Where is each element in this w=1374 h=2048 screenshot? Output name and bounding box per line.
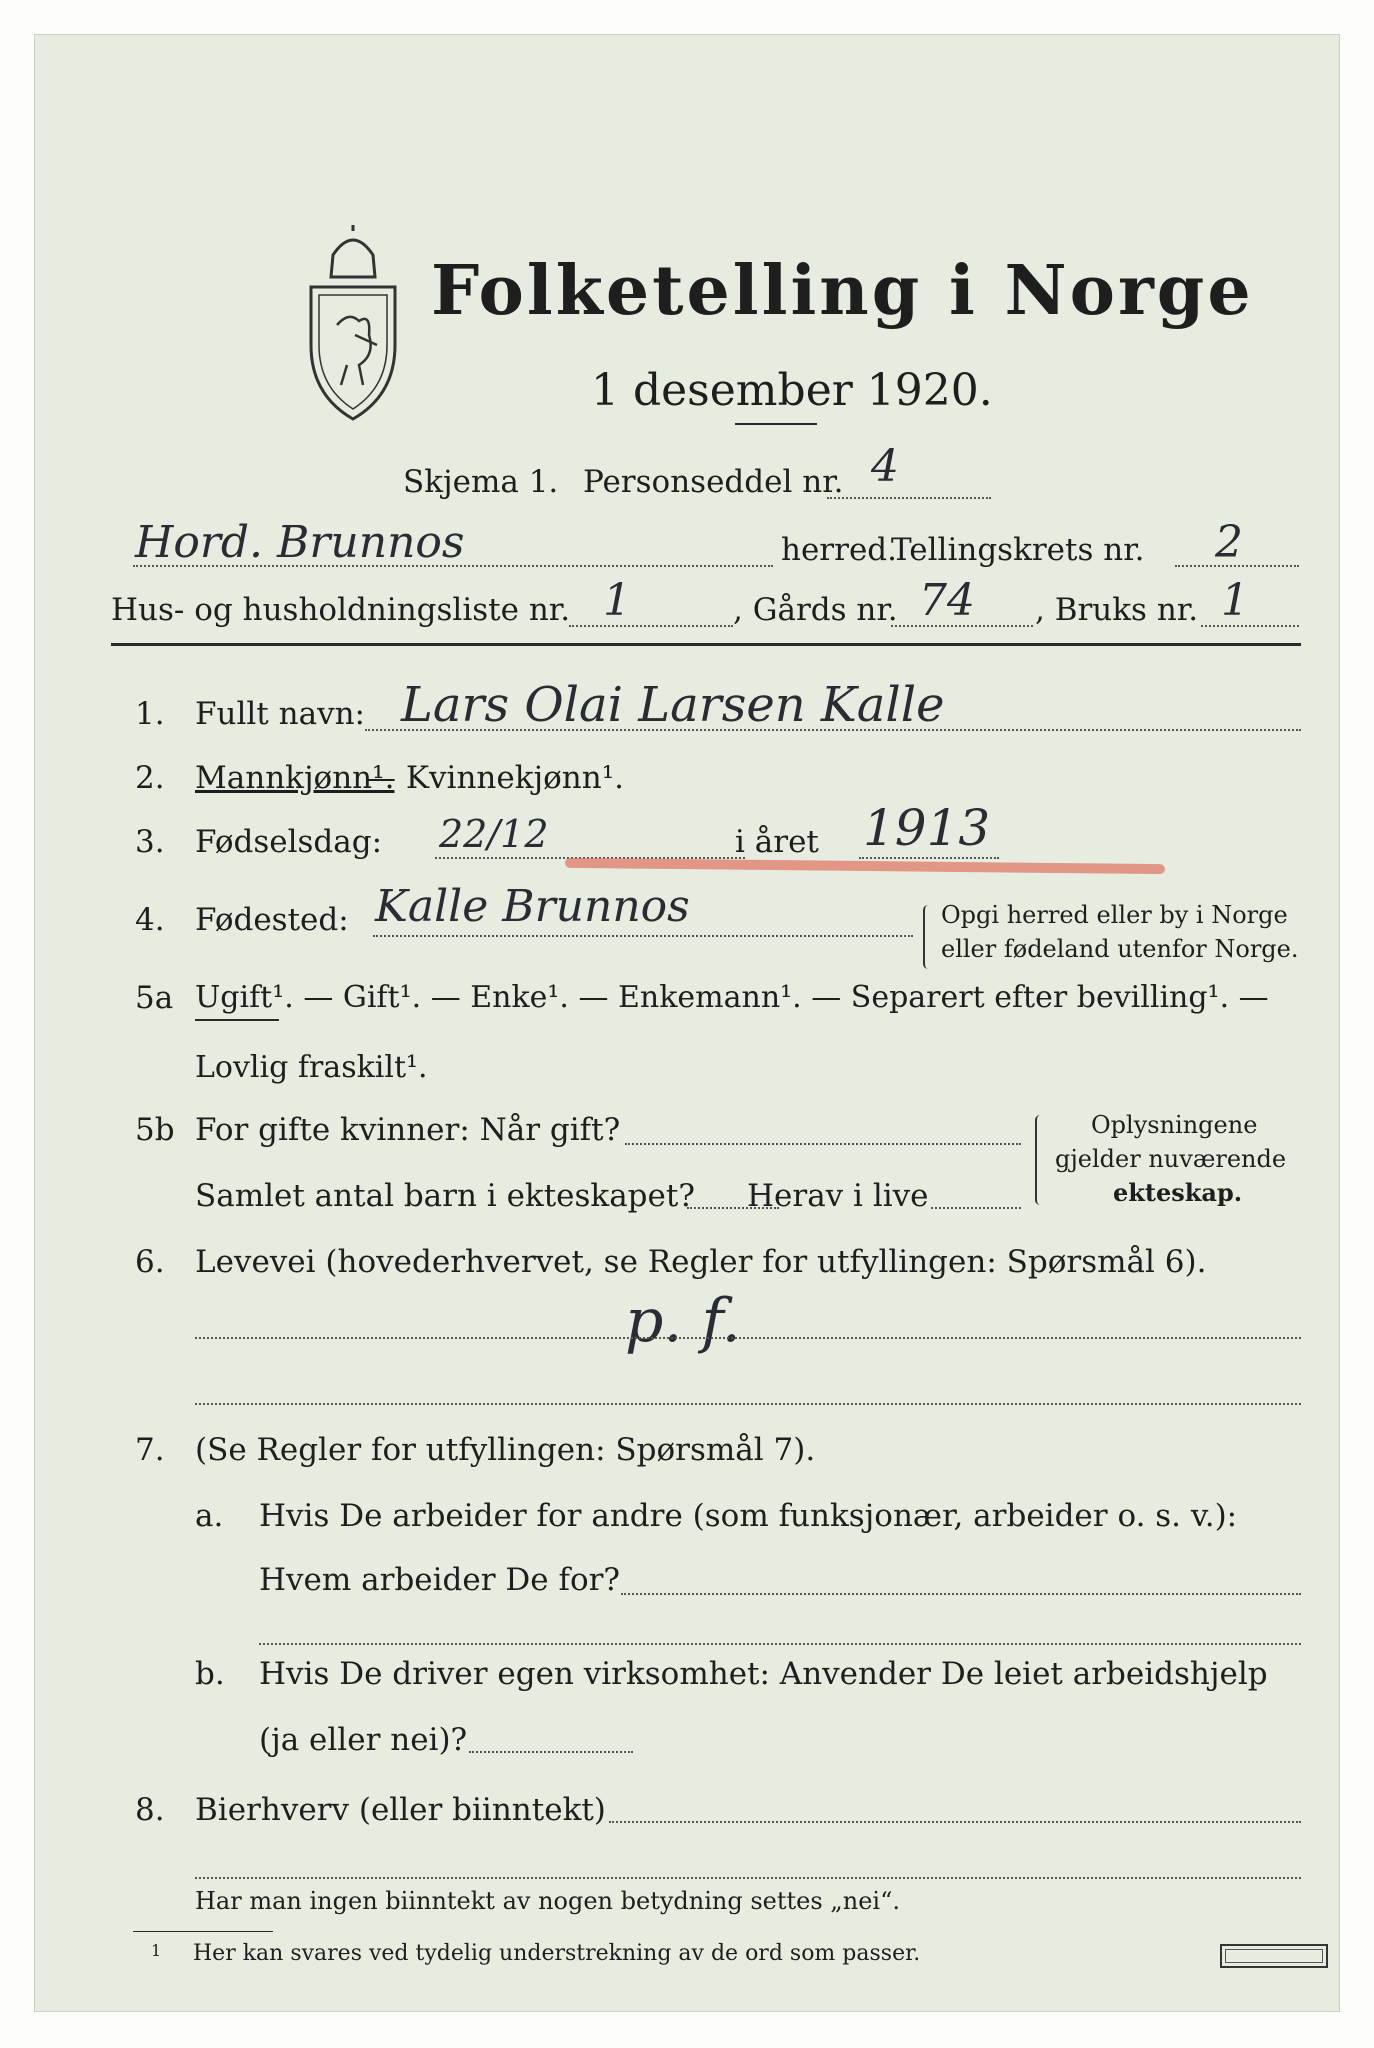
footnote-mark: 1: [151, 1941, 162, 1960]
q2-number: 2.: [135, 760, 165, 796]
header-divider: [111, 643, 1301, 646]
q6-line2: [195, 1403, 1301, 1405]
q3-label: Fødselsdag:: [195, 824, 383, 860]
marital-status-options: Ugift¹. — Gift¹. — Enke¹. — Enkemann¹. — Separert efter bevilling¹. —: [195, 980, 1269, 1015]
q4-label: Fødested:: [195, 902, 349, 938]
q4-note-line2: eller fødeland utenfor Norge.: [941, 935, 1299, 963]
employer-line2: [259, 1643, 1301, 1645]
q7-label: (Se Regler for utfyllingen: Spørsmål 7).: [195, 1432, 816, 1468]
q1-label: Fullt navn:: [195, 696, 365, 732]
q5b-note-line2: gjelder nuværende: [1055, 1145, 1287, 1173]
q8-number: 8.: [135, 1792, 165, 1828]
q7-number: 7.: [135, 1432, 165, 1468]
birthdate-value: 22/12: [439, 812, 549, 856]
q5b-note-line1: Oplysningene: [1091, 1111, 1258, 1139]
husliste-value: 1: [603, 575, 631, 626]
personseddel-value: 4: [871, 441, 899, 492]
q5b-herav-label: Herav i live: [747, 1178, 929, 1214]
q3-year-line: [859, 857, 999, 859]
q8-label: Bierhverv (eller biinntekt): [195, 1792, 606, 1828]
printer-stamp-icon: [1220, 1944, 1328, 1968]
herred-line: [133, 565, 773, 567]
q4-note-line1: Opgi herred eller by i Norge: [941, 901, 1288, 929]
no-income-note: Har man ingen biinntekt av nogen betydning settes „nei“.: [195, 1887, 900, 1915]
q6-line1: [195, 1337, 1301, 1339]
q4-brace: [923, 905, 935, 969]
husliste-label: Hus- og husholdningsliste nr.: [111, 592, 571, 628]
female-option: — Kvinnekjønn¹.: [365, 760, 624, 796]
occupation-value: p. f.: [625, 1286, 741, 1356]
bruks-label: , Bruks nr.: [1035, 592, 1199, 628]
q8-line1: [609, 1821, 1301, 1823]
birthplace-value: Kalle Brunnos: [375, 881, 690, 932]
q1-line: [365, 729, 1301, 731]
footnote-text: Her kan svares ved tydelig understrekning av de ord som passer.: [193, 1941, 921, 1966]
q5b-number: 5b: [135, 1112, 175, 1148]
q7b-line2: (ja eller nei)?: [259, 1722, 468, 1758]
personseddel-line: [827, 497, 991, 499]
bruks-value: 1: [1221, 575, 1249, 626]
married-when-line: [625, 1143, 1021, 1145]
marital-status-options-line2: Lovlig fraskilt¹.: [195, 1050, 428, 1085]
q7a-line2: Hvem arbeider De for?: [259, 1562, 621, 1598]
q7b-letter: b.: [195, 1656, 225, 1692]
skjema-label: Skjema 1.: [403, 464, 559, 500]
footnote-divider: [133, 1931, 273, 1932]
title-divider: [735, 423, 817, 425]
tellingskrets-value: 2: [1215, 517, 1243, 568]
herred-label: herred.: [781, 532, 897, 568]
q5b-brace: [1035, 1115, 1047, 1205]
census-form-paper: [34, 34, 1340, 2012]
form-title: Folketelling i Norge: [431, 251, 1254, 331]
personseddel-label: Personseddel nr.: [583, 464, 844, 500]
q8-line2: [195, 1877, 1301, 1879]
q4-line: [373, 935, 913, 937]
children-alive-line: [931, 1207, 1021, 1209]
hired-help-line: [469, 1751, 633, 1753]
tellingskrets-label: Tellingskrets nr.: [891, 532, 1145, 568]
husliste-line: [569, 625, 733, 627]
gards-value: 74: [919, 575, 975, 626]
birth-year-value: 1913: [863, 799, 991, 857]
full-name-value: Lars Olai Larsen Kalle: [401, 677, 945, 733]
q6-label: Levevei (hovederhvervet, se Regler for utfyllingen: Spørsmål 6).: [195, 1244, 1207, 1280]
q5b-note-line3: ekteskap.: [1113, 1178, 1243, 1207]
bruks-line: [1201, 625, 1299, 627]
employer-line: [621, 1593, 1301, 1595]
q3-number: 3.: [135, 824, 165, 860]
norwegian-coat-of-arms-icon: [297, 225, 409, 425]
q5b-line1: For gifte kvinner: Når gift?: [195, 1112, 621, 1148]
q5a-number: 5a: [135, 980, 174, 1016]
census-date: 1 desember 1920.: [591, 365, 993, 416]
q1-number: 1.: [135, 696, 165, 732]
herred-value: Hord. Brunnos: [135, 517, 465, 568]
q3-year-label: i året: [735, 824, 819, 860]
q6-number: 6.: [135, 1244, 165, 1280]
male-option: Mannkjønn¹.: [195, 760, 395, 796]
q4-number: 4.: [135, 902, 165, 938]
red-pencil-mark: [565, 858, 1165, 874]
gards-label: , Gårds nr.: [733, 592, 898, 628]
ugift-underline: [195, 1019, 279, 1021]
q7a-letter: a.: [195, 1498, 224, 1534]
q5b-line2: Samlet antal barn i ekteskapet?: [195, 1178, 695, 1214]
q7b-line1: Hvis De driver egen virksomhet: Anvender De leiet arbeidshjelp: [259, 1656, 1268, 1692]
q7a-line1: Hvis De arbeider for andre (som funksjonær, arbeider o. s. v.):: [259, 1498, 1238, 1534]
